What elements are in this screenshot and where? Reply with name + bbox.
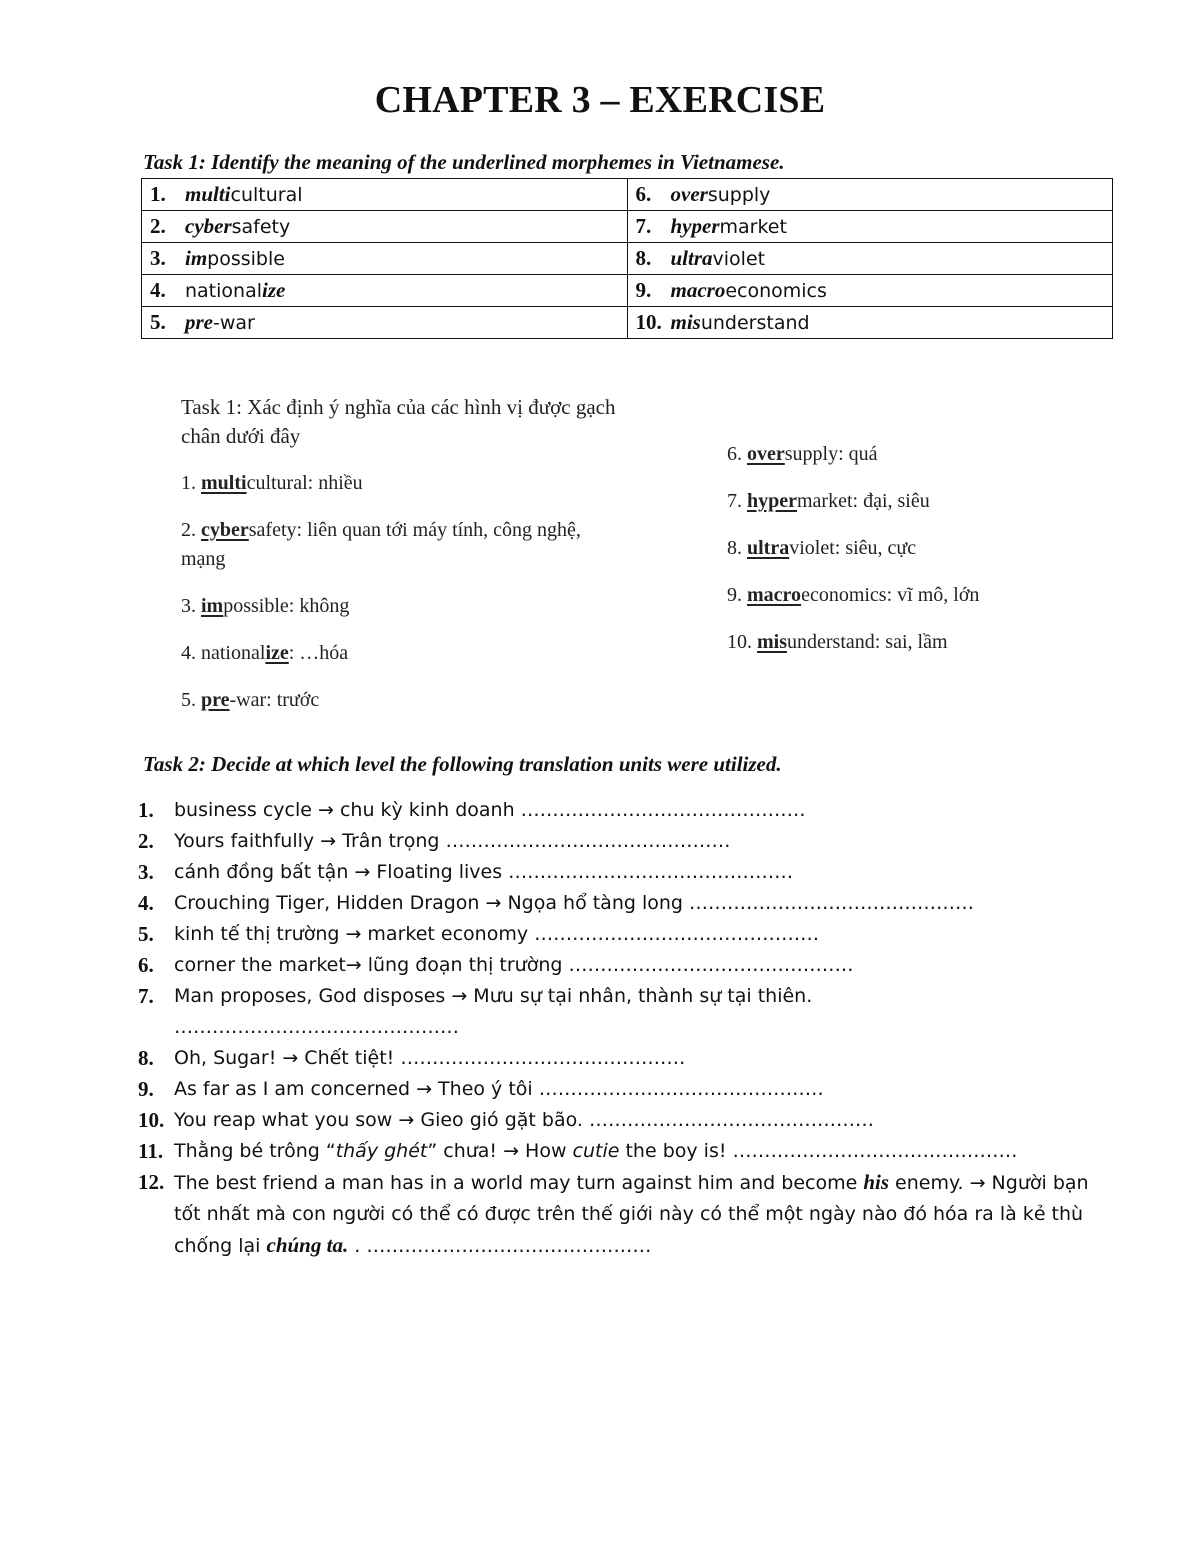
item-number: 9. [635, 278, 652, 302]
word-rest: -war [213, 312, 255, 334]
word-rest: supply [707, 184, 771, 206]
answer-text: understand: sai, lầm [787, 631, 948, 653]
item-text-part: the boy is! ……………………………………… [619, 1140, 1018, 1162]
item-text-part: enemy. → Người bạn tốt nhất mà con người có thể có được trên thế giới này có thể một ngày nào đó hóa ra là kẻ thù chống lại [174, 1172, 1089, 1257]
table-row [142, 211, 1113, 243]
item-number: 11. [138, 1139, 164, 1163]
item-text-emphasis: chúng ta. [266, 1233, 349, 1257]
task1-heading: Task 1: Identify the meaning of the underlined morphemes in Vietnamese. [143, 150, 785, 174]
task2-heading: Task 2: Decide at which level the following translation units were utilized. [143, 752, 782, 776]
list-item [138, 981, 1100, 1043]
list-item [138, 826, 1100, 857]
item-text: business cycle → chu kỳ kinh doanh ……………………………………… [174, 799, 806, 821]
table-cell [627, 307, 1113, 339]
item-number: 10. [727, 631, 752, 653]
morpheme: macro [747, 584, 802, 606]
item-number: 3. [181, 595, 196, 617]
table-cell [142, 211, 628, 243]
item-number: 6. [727, 443, 742, 465]
item-number: 4. [150, 278, 166, 302]
table-cell [142, 179, 628, 211]
morpheme: im [201, 595, 224, 617]
item-text-part: ” chưa! → How [427, 1140, 573, 1162]
item-text: cánh đồng bất tận → Floating lives ……………………………………… [174, 861, 794, 883]
answer-item [727, 534, 1107, 563]
morpheme: multi [185, 182, 231, 206]
answers-right-column [727, 440, 1107, 675]
answer-item [727, 440, 1107, 469]
table-cell [627, 243, 1113, 275]
answer-text: : …hóa [288, 642, 349, 664]
item-number: 8. [727, 537, 742, 559]
item-number: 2. [150, 214, 166, 238]
item-number: 3. [138, 860, 154, 884]
table-cell [142, 307, 628, 339]
answer-item [181, 592, 621, 621]
task2-list [138, 795, 1100, 1262]
table-cell [627, 275, 1113, 307]
item-text-part: The best friend a man has in a world may turn against him and become [174, 1172, 864, 1194]
item-number: 12. [138, 1170, 165, 1194]
list-item [138, 1167, 1100, 1262]
list-item [138, 950, 1100, 981]
item-text: kinh tế thị trường → market economy ……………………………………… [174, 923, 820, 945]
list-item [138, 1043, 1100, 1074]
word-rest: cultural [230, 184, 303, 206]
item-text-part: . ……………………………………… [348, 1235, 652, 1257]
answer-item [181, 639, 621, 668]
item-text: Crouching Tiger, Hidden Dragon → Ngọa hổ tàng long ……………………………………… [174, 892, 975, 914]
item-number: 7. [138, 984, 154, 1008]
morpheme: hyper [747, 490, 797, 512]
item-number: 1. [150, 182, 166, 206]
answer-text: supply: quá [784, 443, 878, 465]
item-number: 2. [181, 519, 196, 541]
answer-item [727, 628, 1107, 657]
morpheme: im [185, 246, 208, 270]
item-text-part: Thằng bé trông “ [174, 1140, 336, 1162]
morpheme: pre [201, 689, 230, 711]
word-rest: market [719, 216, 787, 238]
item-number: 5. [181, 689, 196, 711]
morpheme: pre [185, 310, 213, 334]
morpheme-table [141, 178, 1113, 339]
word-rest: safety [231, 216, 291, 238]
item-number: 5. [138, 922, 154, 946]
word-rest: understand [700, 312, 810, 334]
word-rest: possible [207, 248, 285, 270]
list-item [138, 857, 1100, 888]
answer-text: economics: vĩ mô, lớn [801, 584, 980, 606]
answer-text: safety: liên quan tới máy tính, công nghệ, mạng [181, 519, 581, 570]
morpheme: ultra [670, 246, 713, 270]
answer-item [727, 581, 1107, 610]
table-row [142, 179, 1113, 211]
item-number: 1. [138, 798, 154, 822]
morpheme: multi [201, 472, 247, 494]
item-text: Man proposes, God disposes → Mưu sự tại nhân, thành sự tại thiên. ……………………………………… [174, 985, 813, 1038]
answer-item [181, 686, 621, 715]
word-rest: national [185, 280, 263, 302]
table-cell [627, 211, 1113, 243]
answer-text: market: đại, siêu [797, 490, 930, 512]
answers-heading: Task 1: Xác định ý nghĩa của các hình vị được gạch chân dưới đây [181, 395, 616, 448]
item-number: 3. [150, 246, 166, 270]
table-cell [142, 275, 628, 307]
morpheme: ize [265, 642, 289, 664]
morpheme: cyber [185, 214, 232, 238]
item-text: Oh, Sugar! → Chết tiệt! ……………………………………… [174, 1047, 686, 1069]
table-cell [142, 243, 628, 275]
word-stem: national [201, 642, 266, 664]
list-item [138, 919, 1100, 950]
list-item [138, 1074, 1100, 1105]
item-text-emphasis: his [863, 1170, 890, 1194]
morpheme: mis [757, 631, 787, 653]
item-text: corner the market→ lũng đoạn thị trường ……………………………………… [174, 954, 854, 976]
item-text-italic: thấy ghét [335, 1140, 428, 1162]
answers-left-column [181, 393, 621, 733]
item-text: As far as I am concerned → Theo ý tôi ……………………………………… [174, 1078, 824, 1100]
item-number: 10. [138, 1108, 165, 1132]
list-item [138, 795, 1100, 826]
list-item [138, 1105, 1100, 1136]
morpheme: mis [670, 310, 701, 334]
answer-text: cultural: nhiều [246, 472, 363, 494]
answer-text: violet: siêu, cực [789, 537, 917, 559]
morpheme: macro [670, 278, 726, 302]
list-item [138, 888, 1100, 919]
item-number: 6. [138, 953, 154, 977]
list-item [138, 1136, 1100, 1167]
item-number: 2. [138, 829, 154, 853]
answer-item [181, 469, 621, 498]
answer-item [727, 487, 1107, 516]
item-text: Yours faithfully → Trân trọng ……………………………………… [174, 830, 731, 852]
item-number: 1. [181, 472, 196, 494]
item-number: 5. [150, 310, 166, 334]
answer-text: -war: trước [229, 689, 320, 711]
morpheme: over [747, 443, 785, 465]
item-number: 9. [138, 1077, 154, 1101]
item-number: 7. [635, 214, 652, 238]
morpheme: cyber [201, 519, 249, 541]
table-row [142, 275, 1113, 307]
table-row [142, 243, 1113, 275]
item-number: 4. [138, 891, 154, 915]
table-cell [627, 179, 1113, 211]
item-number: 4. [181, 642, 196, 664]
morpheme: ize [262, 278, 286, 302]
word-rest: economics [725, 280, 827, 302]
item-number: 10. [635, 310, 662, 334]
word-rest: violet [712, 248, 766, 270]
page-title: CHAPTER 3 – EXERCISE [374, 79, 826, 121]
answer-text: possible: không [223, 595, 350, 617]
item-number: 8. [138, 1046, 154, 1070]
answer-item [181, 516, 621, 574]
item-text: You reap what you sow → Gieo gió gặt bão. ……………………………………… [174, 1109, 874, 1131]
morpheme: ultra [747, 537, 790, 559]
morpheme: hyper [670, 214, 720, 238]
item-number: 6. [635, 182, 652, 206]
item-number: 8. [635, 246, 652, 270]
item-number: 7. [727, 490, 742, 512]
morpheme: over [670, 182, 708, 206]
table-row [142, 307, 1113, 339]
item-text-italic: cutie [572, 1140, 620, 1162]
item-number: 9. [727, 584, 742, 606]
